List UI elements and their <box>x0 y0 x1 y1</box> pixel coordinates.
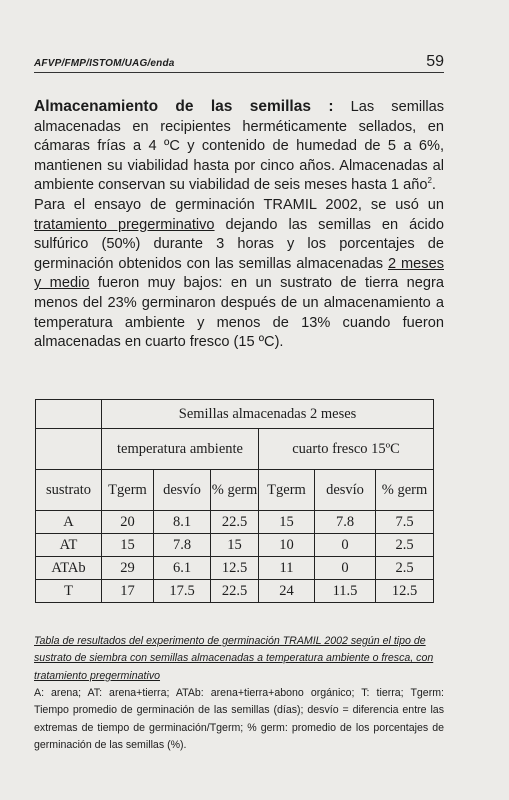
column-header: % germ <box>211 470 259 511</box>
underlined-treatment: tratamiento pregerminativo <box>34 216 215 233</box>
table-cell: 2.5 <box>376 557 434 580</box>
running-head: AFVP/FMP/ISTOM/UAG/enda <box>34 58 175 69</box>
table-cell: 24 <box>259 580 315 603</box>
table-cell: 22.5 <box>211 511 259 534</box>
table-caption: Tabla de resultados del experimento de germinación TRAMIL 2002 según el tipo de sustrato de siembra con semillas almacenadas a temperatura ambiente o fresca, con tratamiento pregerminativo <box>34 635 434 682</box>
group-ambient-temperature: temperatura ambiente <box>102 429 259 470</box>
paragraph-trial-text-3: con las semillas almacenadas <box>181 255 388 272</box>
table-cell: 15 <box>102 534 154 557</box>
paragraph-storage-end: . <box>431 177 436 194</box>
column-header: sustrato <box>36 470 102 511</box>
table-cell: 6.1 <box>154 557 211 580</box>
table-cell: 11.5 <box>315 580 376 603</box>
group-cool-room: cuarto fresco 15ºC <box>259 429 434 470</box>
table-group-empty-cell <box>36 429 102 470</box>
table-cell: 15 <box>259 511 315 534</box>
table-cell: 17.5 <box>154 580 211 603</box>
table-row <box>36 511 434 534</box>
table-header-row <box>36 470 434 511</box>
table-title: Semillas almacenadas 2 meses <box>102 400 434 429</box>
paragraph-storage <box>34 97 444 196</box>
table-cell: 22.5 <box>211 580 259 603</box>
column-header: desvío <box>315 470 376 511</box>
footnote-ref: 2 <box>427 176 432 186</box>
table-cell: A <box>36 511 102 534</box>
table-cell: 20 <box>102 511 154 534</box>
paragraph-storage-text: Las semillas almacenadas en recipientes herméticamente sellados, en cámaras frías a 4 ºC y contenido de humedad de 5 a 6%, mantienen su viabilidad hasta por cinco años. Almacenadas al ambiente conservan su viabilidad de seis meses hasta 1 año <box>34 99 444 194</box>
section-heading: Almacenamiento de las semillas : <box>34 98 334 115</box>
column-header: % germ <box>376 470 434 511</box>
table-cell: ATAb <box>36 557 102 580</box>
paragraph-trial <box>34 196 444 353</box>
table-cell: 15 <box>211 534 259 557</box>
table-cell: 7.8 <box>315 511 376 534</box>
body-text <box>34 97 444 353</box>
table-cell: 12.5 <box>211 557 259 580</box>
table-cell: 2.5 <box>376 534 434 557</box>
table-cell: 10 <box>259 534 315 557</box>
paragraph-trial-text-1: Para el ensayo de germinación TRAMIL 2002, se usó un <box>34 196 444 213</box>
page-number: 59 <box>426 53 444 70</box>
page-header <box>34 50 444 73</box>
table-cell: 0 <box>315 534 376 557</box>
paragraph-trial-text-4: fueron muy bajos: en un sustrato de tierra negra menos del 23% germinaron después de un almacenamiento a temperatura ambiente y menos de 13% cuando fueron almacenadas en cuarto fresco (15 ºC). <box>34 275 444 351</box>
table-title-row <box>36 400 434 429</box>
table-cell: 11 <box>259 557 315 580</box>
table-row <box>36 580 434 603</box>
table-cell: T <box>36 580 102 603</box>
table-cell: 29 <box>102 557 154 580</box>
column-header: desvío <box>154 470 211 511</box>
table-cell: 12.5 <box>376 580 434 603</box>
table-cell: 7.8 <box>154 534 211 557</box>
table-corner-cell <box>36 400 102 429</box>
table-group-row <box>36 429 434 470</box>
table-cell: 0 <box>315 557 376 580</box>
table-row <box>36 534 434 557</box>
table-cell: 8.1 <box>154 511 211 534</box>
column-header: Tgerm <box>102 470 154 511</box>
column-header: Tgerm <box>259 470 315 511</box>
paragraph-trial-text-2: dejando las semillas en ácido sulfúrico (50%) durante 3 horas y los porcentajes de germinación obtenidos <box>34 216 444 272</box>
underlined-duration: 2 meses y medio <box>34 255 444 292</box>
table-legend: A: arena; AT: arena+tierra; ATAb: arena+tierra+abono orgánico; T: tierra; Tgerm: Tiempo promedio de germinación de las semillas (días); desvío = diferencia entre las extremas de tiempo de germinación/Tgerm; % germ: promedio de los porcentajes de germinación de las semillas (%). <box>34 687 444 752</box>
table-row <box>36 557 434 580</box>
table-cell: AT <box>36 534 102 557</box>
table-cell: 7.5 <box>376 511 434 534</box>
results-table <box>35 399 434 603</box>
table-cell: 17 <box>102 580 154 603</box>
